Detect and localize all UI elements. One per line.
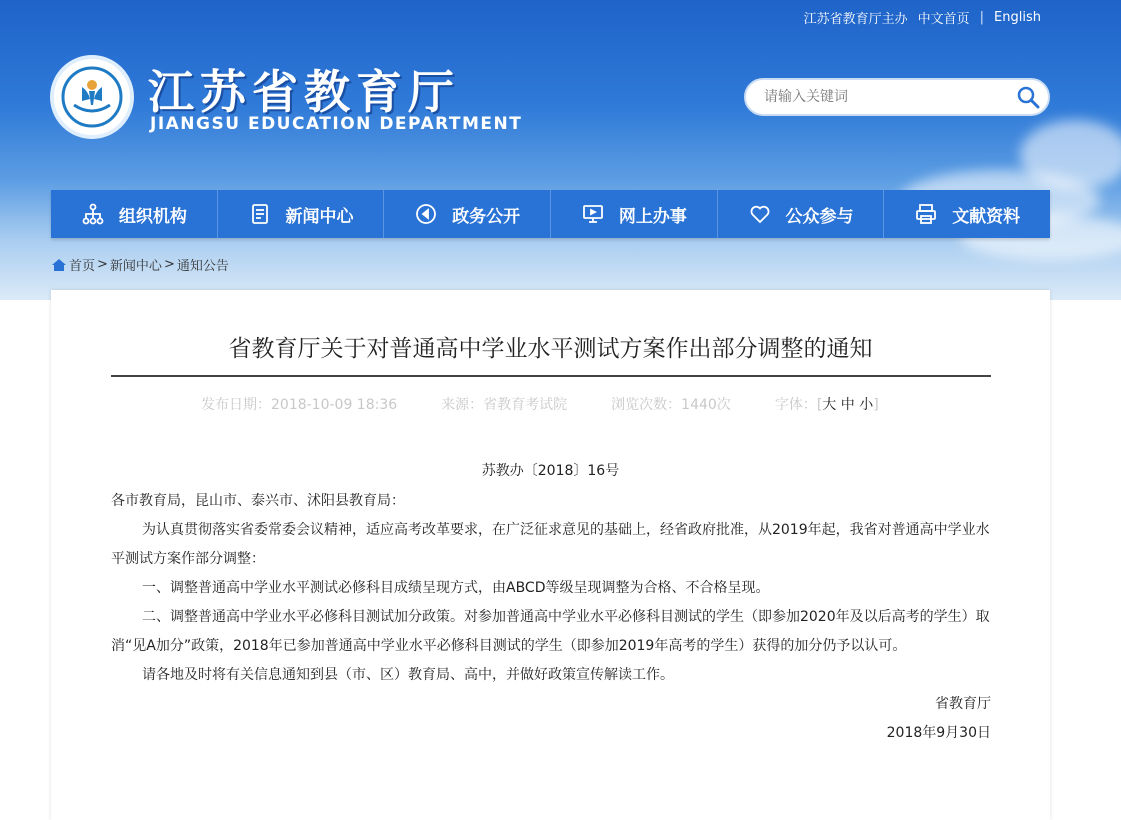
breadcrumb-separator: > xyxy=(163,257,175,272)
document-icon xyxy=(248,202,272,226)
monitor-icon xyxy=(581,202,605,226)
font-size-small[interactable]: 小 xyxy=(859,397,874,413)
article-title: 省教育厅关于对普通高中学业水平测试方案作出部分调整的通知 xyxy=(228,336,873,362)
nav-item-organization[interactable] xyxy=(51,190,218,238)
home-icon xyxy=(51,258,67,272)
heart-icon xyxy=(748,202,772,226)
nav-item-online-services[interactable] xyxy=(551,190,718,238)
nav-label: 公众参与 xyxy=(785,206,854,227)
article-meta xyxy=(201,394,879,414)
article-source: 来源：省教育考试院 xyxy=(441,397,568,413)
search-icon[interactable] xyxy=(1008,80,1048,114)
logo-title-cn: 江苏省教育厅 xyxy=(148,65,460,119)
play-circle-icon xyxy=(414,202,438,226)
breadcrumb-news[interactable]: 新闻中心 xyxy=(109,259,162,274)
article-card xyxy=(51,290,1050,820)
document-number: 苏教办〔2018〕16号 xyxy=(481,463,620,479)
view-count: 浏览次数：1440次 xyxy=(611,397,731,413)
paragraph: 二、调整普通高中学业水平必修科目测试加分政策。对参加普通高中学业水平必修科目测试的学生（即参加2020年及以后高考的学生）取消“见A加分”政策，2018年已参加普通高中学业水平必修科目测试的学生（即参加2019年高考的学生）获得的加分仍予以认可。 xyxy=(111,609,990,654)
nav-label: 政务公开 xyxy=(452,206,521,227)
main-nav xyxy=(51,190,1050,238)
printer-icon xyxy=(914,202,938,226)
font-size-large[interactable]: 大 xyxy=(822,397,837,413)
font-size-medium[interactable]: 中 xyxy=(840,397,855,413)
font-size-label: 字体： xyxy=(774,397,817,413)
nav-item-documents[interactable] xyxy=(884,190,1050,238)
english-link[interactable]: English xyxy=(994,10,1041,25)
org-chart-icon xyxy=(81,202,105,226)
nav-item-public-participation[interactable] xyxy=(718,190,885,238)
top-links-separator: | xyxy=(979,10,985,25)
font-size-switcher xyxy=(775,394,879,414)
font-size-bracket-open: [ xyxy=(816,397,823,413)
logo-title-en: JIANGSU EDUCATION DEPARTMENT xyxy=(150,114,523,134)
breadcrumb-separator: > xyxy=(97,257,108,272)
nav-label: 新闻中心 xyxy=(285,206,354,227)
nav-label: 组织机构 xyxy=(118,206,187,227)
breadcrumb-current[interactable]: 通知公告 xyxy=(176,259,229,274)
chinese-home-link[interactable]: 中文首页 xyxy=(917,12,970,27)
sign-date: 2018年9月30日 xyxy=(886,725,991,741)
title-divider xyxy=(111,375,991,377)
breadcrumb xyxy=(51,255,229,274)
signature: 省教育厅 xyxy=(935,696,991,712)
paragraph: 一、调整普通高中学业水平测试必修科目成绩呈现方式，由ABCD等级呈现调整为合格、不合格呈现。 xyxy=(142,580,770,596)
font-size-bracket-close: ] xyxy=(873,397,879,413)
nav-label: 文献资料 xyxy=(952,206,1021,227)
addressee: 各市教育局，昆山市、泰兴市、沭阳县教育局： xyxy=(111,493,405,509)
nav-label: 网上办事 xyxy=(618,206,687,227)
host-link[interactable]: 江苏省教育厅主办 xyxy=(803,12,908,27)
top-links xyxy=(804,8,1041,27)
breadcrumb-home[interactable]: 首页 xyxy=(69,259,96,274)
publish-date: 发布日期：2018-10-09 18:36 xyxy=(201,397,398,413)
search-box xyxy=(744,78,1050,116)
search-input[interactable] xyxy=(762,88,1008,106)
logo-emblem-icon[interactable] xyxy=(50,55,134,139)
paragraph: 为认真贯彻落实省委常委会议精神，适应高考改革要求，在广泛征求意见的基础上，经省政府批准，从2019年起，我省对普通高中学业水平测试方案作部分调整： xyxy=(111,522,990,567)
paragraph: 请各地及时将有关信息通知到县（市、区）教育局、高中，并做好政策宣传解读工作。 xyxy=(142,667,674,683)
article-body xyxy=(111,487,991,748)
nav-item-government-affairs[interactable] xyxy=(384,190,551,238)
nav-item-news[interactable] xyxy=(218,190,385,238)
